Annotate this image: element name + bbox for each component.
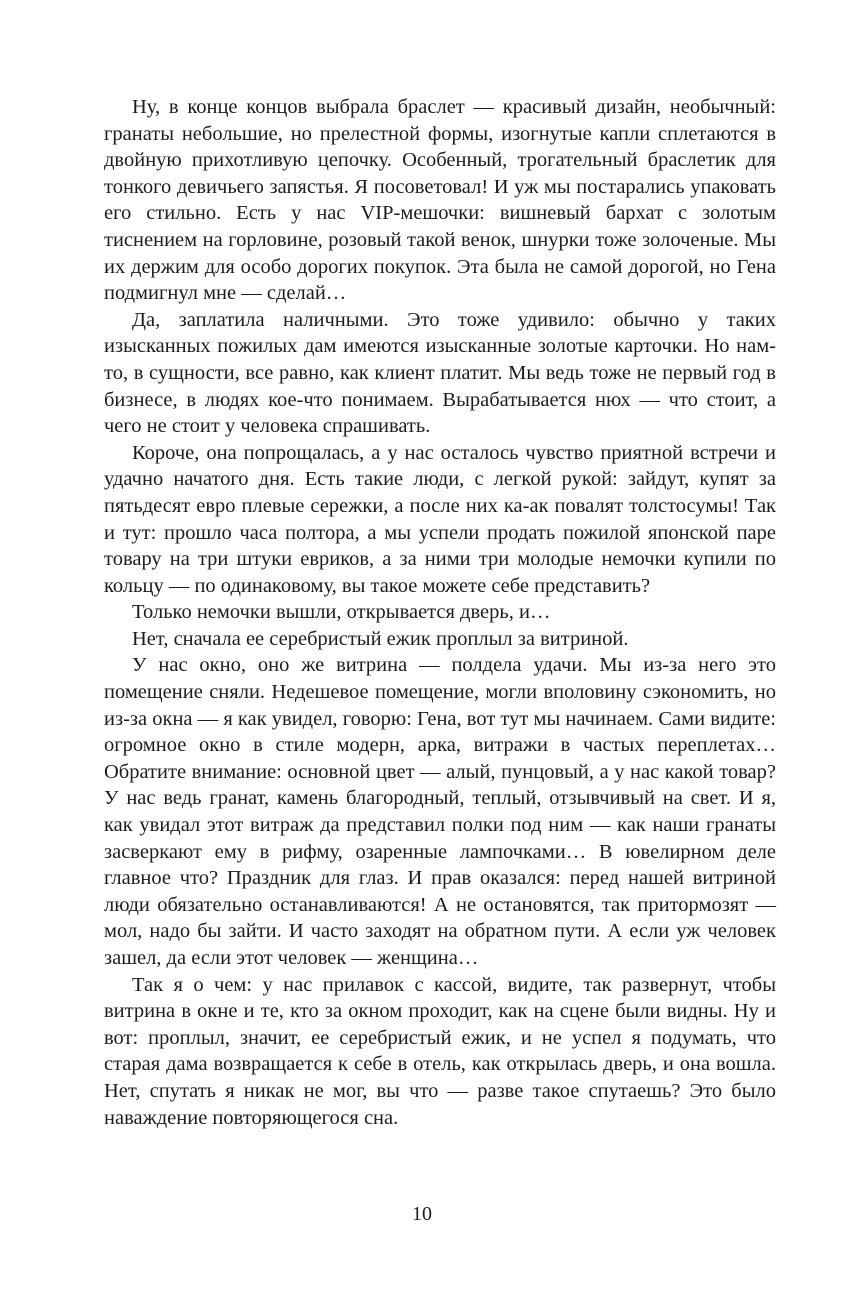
paragraph-7: Так я о чем: у нас прилавок с кассой, видите, так развернут, чтобы витрина в окне и те, кто за окном проходит, как на сцене были видны. Ну и вот: проплыл, значит, ее серебристый ежик, и не успел я подумать, что старая дама возвращается к себе в отель, как открылась дверь, и она вошла. Нет, спутать я никак не мог, вы что — разве такое спутаешь? Это было наваждение повторяющегося сна. bbox=[104, 973, 776, 1129]
body-text bbox=[104, 94, 776, 1131]
paragraph-2: Да, заплатила наличными. Это тоже удивило: обычно у таких изысканных пожилых дам имеются изысканные золотые карточки. Но нам-то, в сущности, все равно, как клиент платит. Мы ведь тоже не первый год в бизнесе, в людях кое-что понимаем. Вырабатывается нюх — что стоит, а чего не стоит у человека спрашивать. bbox=[104, 308, 776, 438]
page-number: 10 bbox=[412, 1203, 432, 1225]
paragraph-5: Нет, сначала ее серебристый ежик проплыл за витриной. bbox=[132, 627, 629, 650]
paragraph-3: Короче, она попрощалась, а у нас осталось чувство приятной встречи и удачно начатого дня. Есть такие люди, с легкой рукой: зайдут, купят за пятьдесят евро плевые сережки, а после них ка-ак повалят толстосумы! Так и тут: прошло часа полтора, а мы успели продать пожилой японской паре товару на три штуки евриков, а за ними три молодые немочки купили по кольцу — по одинаковому, вы такое можете себе представить? bbox=[104, 441, 776, 597]
paragraph-6: У нас окно, оно же витрина — полдела удачи. Мы из-за него это помещение сняли. Недешевое помещение, могли вполовину сэкономить, но из-за окна — я как увидел, говорю: Гена, вот тут мы начинаем. Сами видите: огромное окно в стиле модерн, арка, витражи в частых переплетах… Обратите внимание: основной цвет — алый, пунцовый, а у нас какой товар? У нас ведь гранат, камень благородный, теплый, отзывчивый на свет. И я, как увидал этот витраж да представил полки под ним — как наши гранаты засверкают ему в рифму, озаренные лампочками… В ювелирном деле главное что? Праздник для глаз. И прав оказался: перед нашей витриной люди обязательно останавливаются! А не остановятся, так притормозят — мол, надо бы зайти. И часто заходят на обратном пути. А если уж человек зашел, да если этот человек — женщина… bbox=[104, 654, 776, 969]
paragraph-4: Только немочки вышли, открывается дверь, и… bbox=[132, 601, 551, 624]
paragraph-1: Ну, в конце концов выбрала браслет — красивый дизайн, необычный: гранаты небольшие, но прелестной формы, изогнутые капли сплетаются в двойную прихотливую цепочку. Особенный, трогательный браслетик для тонкого девичьего запястья. Я посоветовал! И уж мы постарались упаковать его стильно. Есть у нас VIP-мешочки: вишневый бархат с золотым тиснением на горловине, розовый такой венок, шнурки тоже золоченые. Мы их держим для особо дорогих покупок. Эта была не самой дорогой, но Гена подмигнул мне — сделай… bbox=[104, 96, 776, 305]
